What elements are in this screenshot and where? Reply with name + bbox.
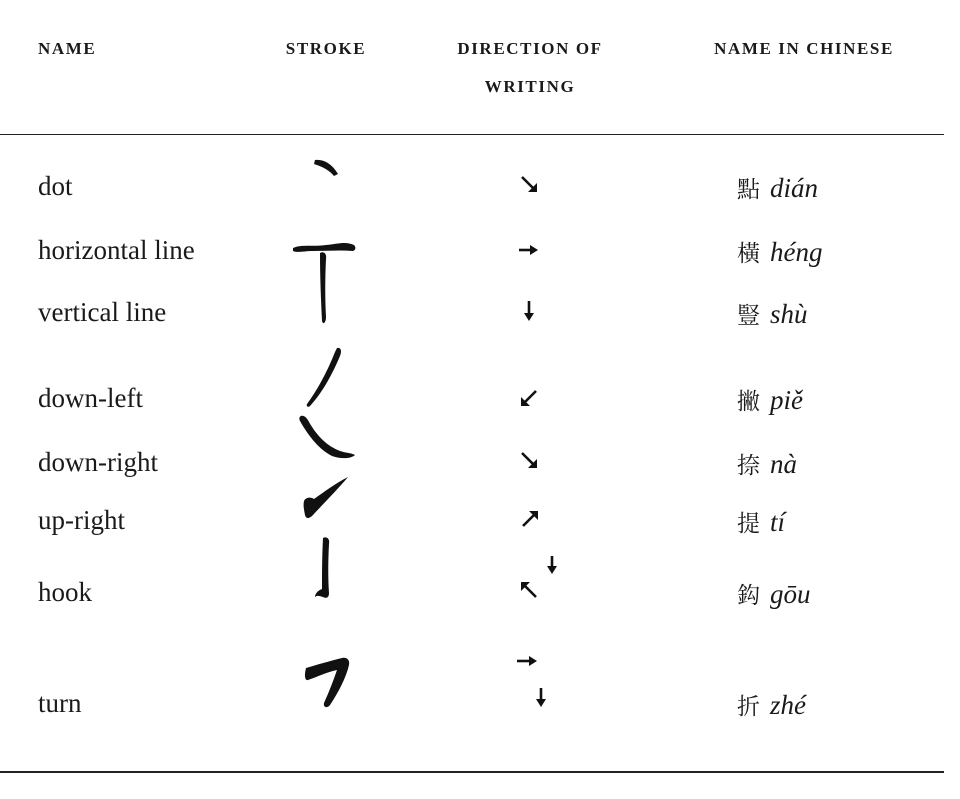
pinyin: dián — [770, 173, 819, 203]
header-direction-line2: WRITING — [484, 77, 576, 96]
header-name: NAME — [38, 39, 97, 58]
table-row — [0, 167, 944, 207]
table-row — [0, 443, 944, 483]
chinese-name — [737, 297, 808, 330]
arrow-up-right-icon — [490, 481, 570, 561]
pinyin: piě — [770, 385, 803, 415]
header-direction-line1: DIRECTION OF — [457, 39, 603, 58]
table-row — [0, 573, 944, 613]
turn-stroke-icon — [280, 660, 370, 750]
stroke-name: vertical line — [38, 297, 167, 327]
pinyin: shù — [770, 299, 808, 329]
table-row — [0, 684, 944, 724]
stroke-name: down-right — [38, 447, 158, 477]
chinese-name — [737, 577, 811, 610]
table-row — [0, 501, 944, 541]
stroke-name: dot — [38, 171, 73, 201]
stroke-name: up-right — [38, 505, 125, 535]
chinese-name — [737, 171, 818, 204]
header-chinese-name: NAME IN CHINESE — [714, 39, 894, 58]
vertical-stroke-icon — [280, 269, 370, 359]
table-row — [0, 231, 944, 271]
stroke-name: turn — [38, 688, 82, 718]
arrow-down-icon — [490, 273, 570, 353]
table-row — [0, 293, 944, 333]
stroke-name: horizontal line — [38, 235, 195, 265]
arrow-down-then-up-left-icon — [490, 553, 570, 633]
chinese-character: 提 — [737, 511, 760, 537]
chinese-character: 橫 — [737, 241, 760, 267]
pinyin: héng — [770, 237, 823, 267]
table-bottom-divider — [0, 771, 944, 773]
pinyin: tí — [770, 507, 786, 537]
pinyin: nà — [770, 449, 797, 479]
chinese-character: 捺 — [737, 453, 760, 479]
chinese-character: 豎 — [737, 303, 760, 329]
stroke-name: down-left — [38, 383, 143, 413]
table-row — [0, 379, 944, 419]
chinese-name — [737, 383, 803, 416]
header-divider — [0, 134, 944, 135]
chinese-name — [737, 447, 797, 480]
stroke-name: hook — [38, 577, 92, 607]
arrow-right-then-down-icon — [490, 664, 570, 744]
chinese-character: 鈎 — [737, 583, 760, 609]
header-direction — [425, 30, 635, 106]
header-stroke: STROKE — [285, 39, 367, 58]
chinese-character: 折 — [737, 694, 760, 720]
hook-stroke-icon — [280, 549, 370, 639]
chinese-name — [737, 505, 785, 538]
chinese-character: 點 — [737, 177, 760, 203]
chinese-character: 撇 — [737, 389, 760, 415]
pinyin: gōu — [770, 579, 811, 609]
chinese-name — [737, 235, 822, 268]
chinese-name — [737, 688, 806, 721]
pinyin: zhé — [770, 690, 806, 720]
